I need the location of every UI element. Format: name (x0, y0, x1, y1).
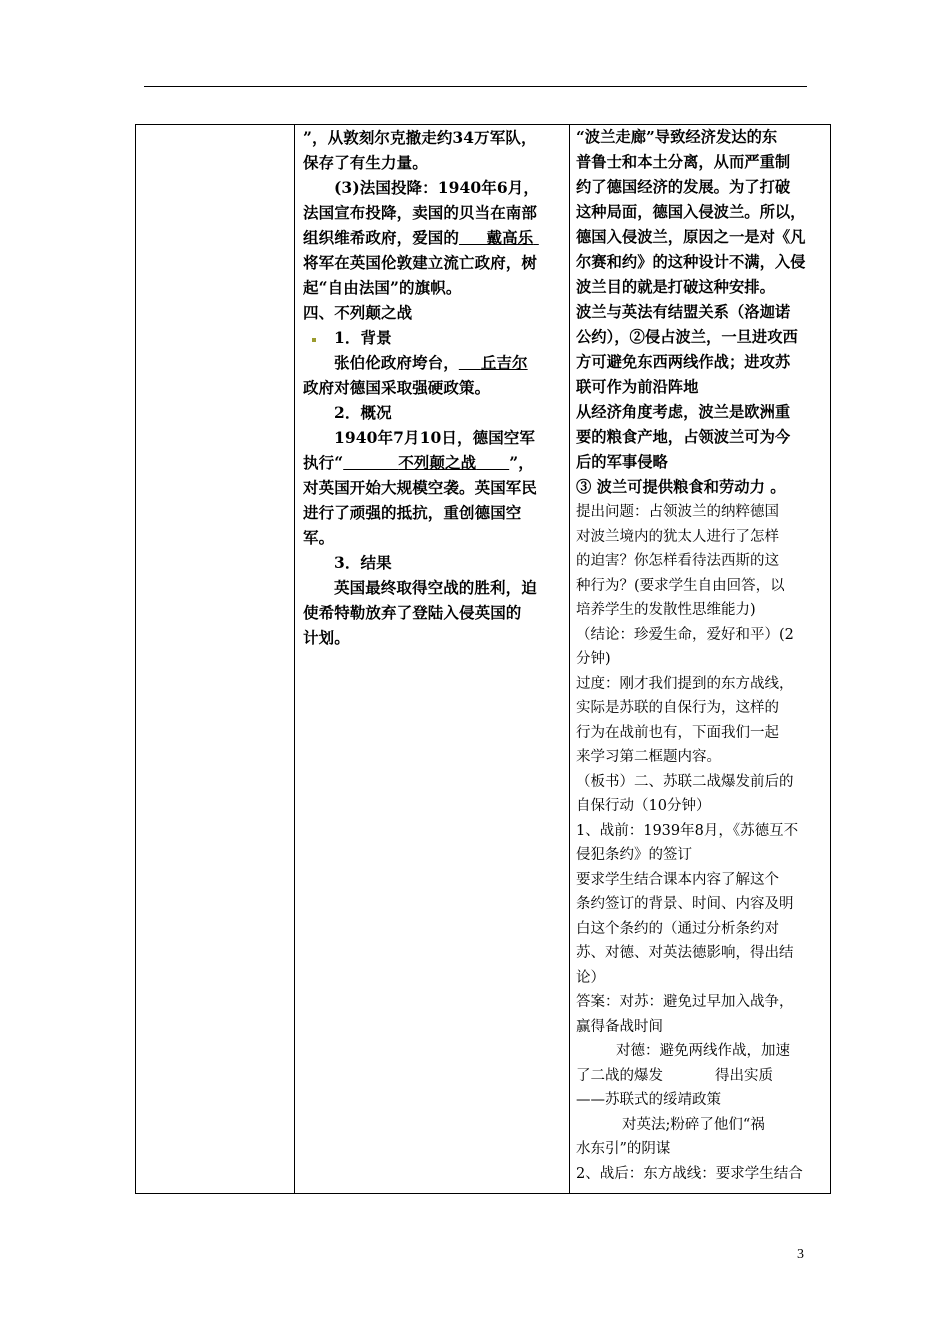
blank-answer: 丘吉尔 (480, 353, 528, 372)
text-line: 分钟) (576, 651, 611, 667)
bullet-dot (312, 338, 316, 342)
text-line: 张伯伦政府垮台， 丘吉尔 (334, 353, 528, 372)
text-line: ——苏联式的绥靖政策 (576, 1092, 721, 1108)
text-line: 1940年7月10日，德国空军 (334, 428, 535, 447)
text-line: “波兰走廊”导致经济发达的东 (576, 128, 778, 146)
text-line: 英国最终取得空战的胜利，迫 (334, 578, 537, 597)
text-line: 德国入侵波兰，原因之一是对《凡 (576, 228, 806, 246)
header-rule (144, 86, 807, 87)
text-line: 普鲁士和本土分离，从而严重制 (576, 153, 791, 171)
text-line: 要求学生结合课本内容了解这个 (576, 871, 779, 888)
text-line: 侵犯条约》的签订 (576, 847, 692, 863)
text-line: 自保行动（10分钟） (576, 798, 711, 814)
text-line: （板书）二、苏联二战爆发前后的 (576, 773, 794, 790)
text-line: (3)法国投降：1940年6月， (334, 178, 539, 197)
text-line: 约了德国经济的发展。为了打破 (576, 178, 791, 196)
text-line: 白这个条约的（通过分析条约对 (576, 920, 779, 937)
text-line: 波兰目的就是打破这种安排。 (576, 278, 775, 296)
text-line: 对英法;粉碎了他们“祸 (622, 1116, 765, 1133)
text-line: 起“自由法国”的旗帜。 (303, 278, 462, 297)
text-line: 的迫害？你怎样看待法西斯的这 (576, 553, 779, 569)
text-line: 了二战的爆发 得出实质 (576, 1067, 773, 1084)
text-line: 论） (576, 969, 605, 986)
text-line: 赢得备战时间 (576, 1018, 663, 1035)
text-line: 对波兰境内的犹太人进行了怎样 (576, 528, 779, 545)
text-line: 保存了有生力量。 (303, 153, 428, 172)
text-line: 提出问题：占领波兰的纳粹德国 (576, 504, 779, 520)
text-line: ”，从敦刻尔克撤走约34万军队， (303, 128, 537, 147)
text-line: 波兰与英法有结盟关系（洛迦诺 (576, 303, 791, 321)
text-line: 实际是苏联的自保行为，这样的 (576, 700, 779, 716)
subheading: 3．结果 (334, 553, 392, 572)
text-line: 苏、对德、对英法德影响，得出结 (576, 945, 794, 961)
text-line: 后的军事侵略 (576, 453, 668, 471)
text-line: 军。 (303, 528, 335, 547)
text-line: 对德：避免两线作战，加速 (616, 1043, 790, 1059)
text-line: 法国宣布投降，卖国的贝当在南部 (303, 203, 538, 222)
text-line: 水东引”的阴谋 (576, 1141, 671, 1157)
text-line: 政府对德国采取强硬政策。 (303, 378, 491, 397)
blank-answer: 不列颠之战 (398, 453, 477, 472)
table-row (136, 125, 831, 1194)
left-column-cell (136, 125, 295, 1194)
text-line: 将军在英国伦敦建立流亡政府，树 (303, 253, 538, 272)
text-line: 方可避免东西两线作战；进攻苏 (576, 353, 791, 371)
text-line: 尔赛和约》的这种设计不满，入侵 (576, 253, 806, 271)
text-line: 种行为？(要求学生自由回答，以 (576, 577, 785, 594)
section-heading: 四、不列颠之战 (303, 303, 413, 322)
text-line: 计划。 (303, 628, 350, 647)
text-line: 行为在战前也有，下面我们一起 (576, 724, 779, 741)
text-segment: 组织维希政府，爱国的 (303, 228, 460, 247)
text-line: 联可作为前沿阵地 (576, 378, 699, 396)
text-line: 答案：对苏：避免过早加入战争， (576, 994, 794, 1010)
text-line: 进行了顽强的抵抗，重创德国空 (303, 503, 522, 522)
text-line: 来学习第二框题内容。 (576, 749, 721, 765)
page-number: 3 (797, 1247, 804, 1262)
text-line: 1、战前：1939年8月，《苏德互不 (576, 822, 799, 839)
text-line: 这种局面，德国入侵波兰。所以， (576, 203, 806, 221)
text-line: 公约），②侵占波兰，一旦进攻西 (576, 328, 798, 346)
subheading: 2．概况 (334, 403, 392, 422)
blank-answer: 戴高乐 (486, 228, 534, 247)
text-line: （结论：珍爱生命，爱好和平）(2 (576, 626, 794, 643)
text-line: 执行“ 不列颠之战 ”， (303, 453, 534, 472)
text-line: 培养学生的发散性思维能力) (576, 602, 756, 618)
text-line: 使希特勒放弃了登陆入侵英国的 (303, 603, 522, 622)
text-line (303, 225, 564, 250)
text-line: ③ 波兰可提供粮食和劳动力 。 (576, 478, 786, 496)
text-line: 2、战后：东方战线：要求学生结合 (576, 1165, 803, 1182)
middle-column-cell (295, 125, 570, 1194)
text-line: 从经济角度考虑，波兰是欧洲重 (576, 403, 791, 421)
text-line: 对英国开始大规模空袭。英国军民 (303, 478, 538, 497)
text-line: 过度：刚才我们提到的东方战线， (576, 675, 794, 692)
text-line: 条约签订的背景、时间、内容及明 (576, 896, 794, 912)
lesson-plan-table (135, 124, 831, 1194)
right-column-cell (570, 125, 831, 1194)
text-line: 要的粮食产地，占领波兰可为今 (576, 428, 791, 446)
subheading: 1．背景 (303, 325, 564, 350)
